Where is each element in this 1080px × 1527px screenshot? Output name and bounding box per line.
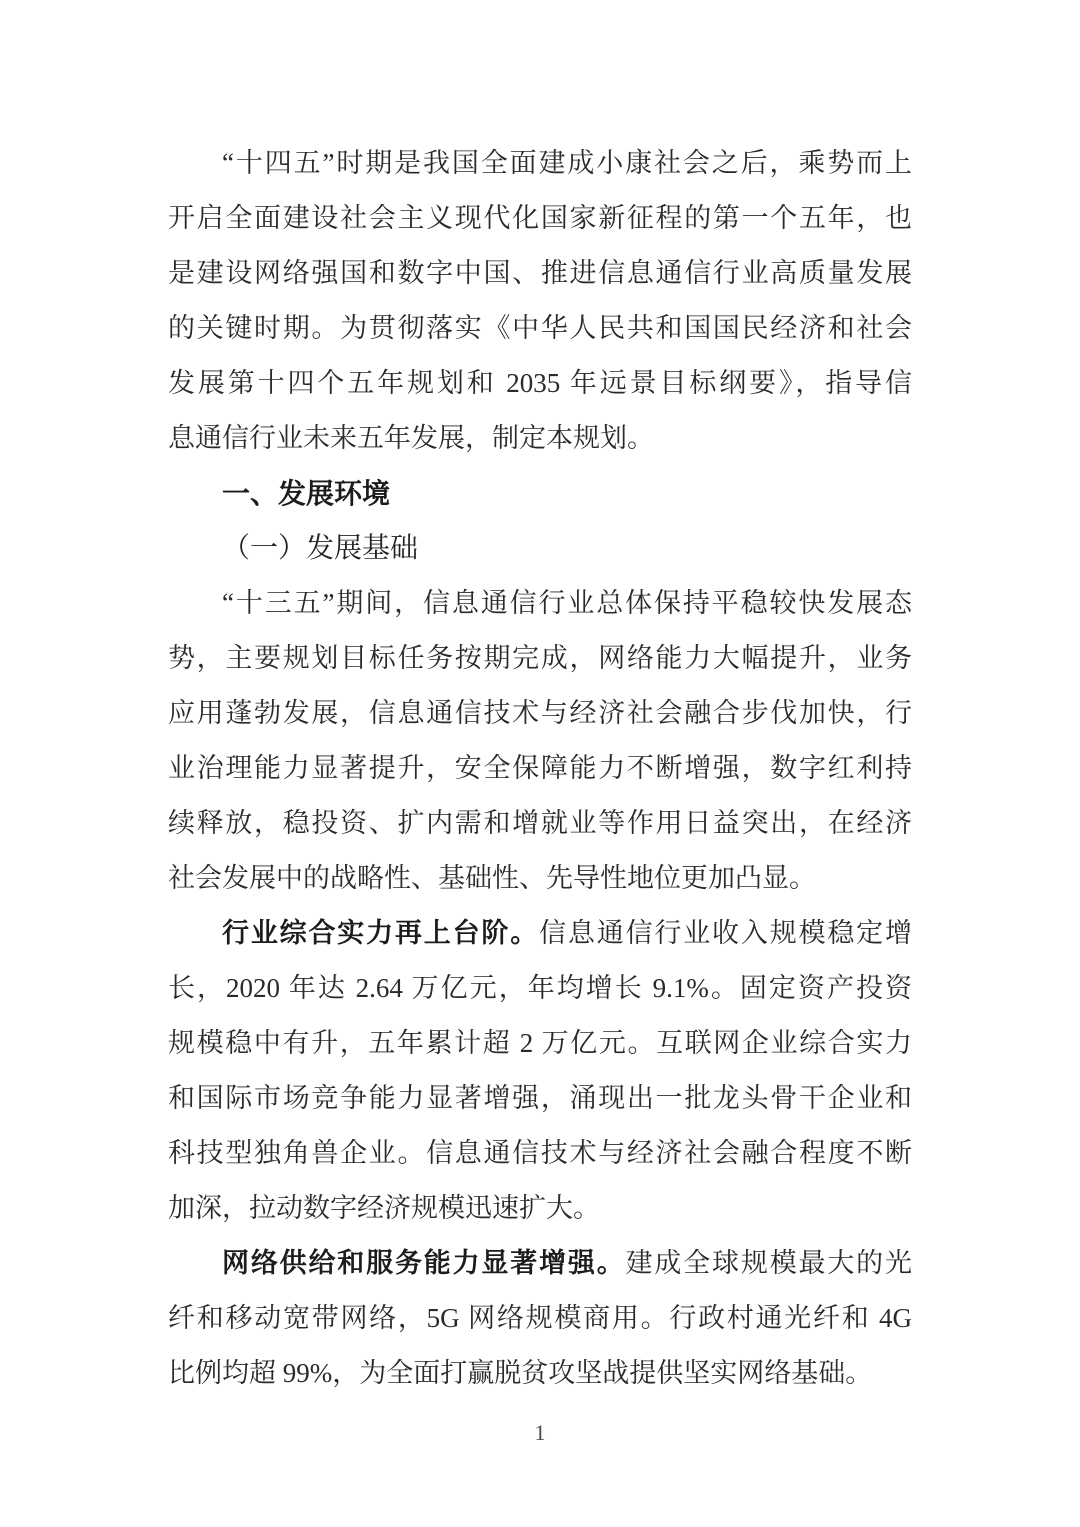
text-line (168, 796, 912, 851)
text-line (168, 356, 912, 411)
paragraph-text: 规模稳中有升，五年累计超 2 万亿元。互联网企业综合实力 (168, 1028, 912, 1058)
text-line (168, 851, 912, 906)
paragraph-text: 信息通信行业收入规模稳定增 (539, 918, 913, 948)
paragraph-text: 是建设网络强国和数字中国、推进信息通信行业高质量发展 (168, 258, 912, 288)
paragraph (168, 576, 912, 906)
text-line (168, 1236, 912, 1291)
text-line (168, 1126, 912, 1181)
page-number: 1 (534, 1420, 546, 1445)
paragraph (168, 906, 912, 1236)
paragraph-text: “十四五”时期是我国全面建成小康社会之后，乘势而上 (222, 148, 912, 178)
paragraph-lead-text: 行业综合实力再上台阶。 (222, 918, 540, 948)
text-line (168, 576, 912, 631)
text-line (168, 631, 912, 686)
paragraph-text: 势，主要规划目标任务按期完成，网络能力大幅提升，业务 (168, 643, 912, 673)
text-line (168, 466, 912, 521)
text-line (168, 1071, 912, 1126)
paragraph-text: “十三五”期间，信息通信行业总体保持平稳较快发展态 (222, 588, 912, 618)
text-line (168, 906, 912, 961)
text-line (168, 686, 912, 741)
paragraph-text: 和国际市场竞争能力显著增强，涌现出一批龙头骨干企业和 (168, 1083, 912, 1113)
paragraph-lead-text: 网络供给和服务能力显著增强。 (222, 1248, 626, 1278)
paragraph-text: 长，2020 年达 2.64 万亿元，年均增长 9.1%。固定资产投资 (168, 973, 912, 1003)
text-line (168, 1181, 912, 1236)
paragraph-text: （一）发展基础 (222, 533, 419, 564)
paragraph-text: 比例均超 99%，为全面打赢脱贫攻坚战提供坚实网络基础。 (168, 1358, 873, 1388)
paragraph-text: 开启全面建设社会主义现代化国家新征程的第一个五年，也 (168, 203, 912, 233)
text-line (168, 1346, 912, 1401)
paragraph-text: 业治理能力显著提升，安全保障能力不断增强，数字红利持 (168, 753, 912, 783)
paragraph-text: 续释放，稳投资、扩内需和增就业等作用日益突出，在经济 (168, 808, 912, 838)
paragraph (168, 1236, 912, 1401)
document-body (168, 136, 912, 1401)
paragraph-text: 发展第十四个五年规划和 2035 年远景目标纲要》，指导信 (168, 368, 912, 398)
paragraph-text: 纤和移动宽带网络，5G 网络规模商用。行政村通光纤和 4G (168, 1303, 912, 1333)
subsection-heading (168, 521, 912, 576)
paragraph-text: 加深，拉动数字经济规模迅速扩大。 (168, 1193, 600, 1223)
text-line (168, 136, 912, 191)
text-line (168, 191, 912, 246)
paragraph-text: 的关键时期。为贯彻落实《中华人民共和国国民经济和社会 (168, 313, 912, 343)
text-line (168, 1291, 912, 1346)
text-line (168, 246, 912, 301)
page-footer (0, 1418, 1080, 1448)
paragraph-text: 科技型独角兽企业。信息通信技术与经济社会融合程度不断 (168, 1138, 912, 1168)
text-line (168, 521, 912, 576)
paragraph-lead-text: 一、发展环境 (222, 478, 391, 509)
text-line (168, 961, 912, 1016)
section-heading (168, 466, 912, 521)
paragraph-text: 应用蓬勃发展，信息通信技术与经济社会融合步伐加快，行 (168, 698, 912, 728)
paragraph-text: 建成全球规模最大的光 (625, 1248, 913, 1278)
paragraph (168, 136, 912, 466)
paragraph-text: 息通信行业未来五年发展，制定本规划。 (168, 423, 654, 453)
text-line (168, 301, 912, 356)
text-line (168, 411, 912, 466)
text-line (168, 741, 912, 796)
text-line (168, 1016, 912, 1071)
paragraph-text: 社会发展中的战略性、基础性、先导性地位更加凸显。 (168, 863, 816, 893)
